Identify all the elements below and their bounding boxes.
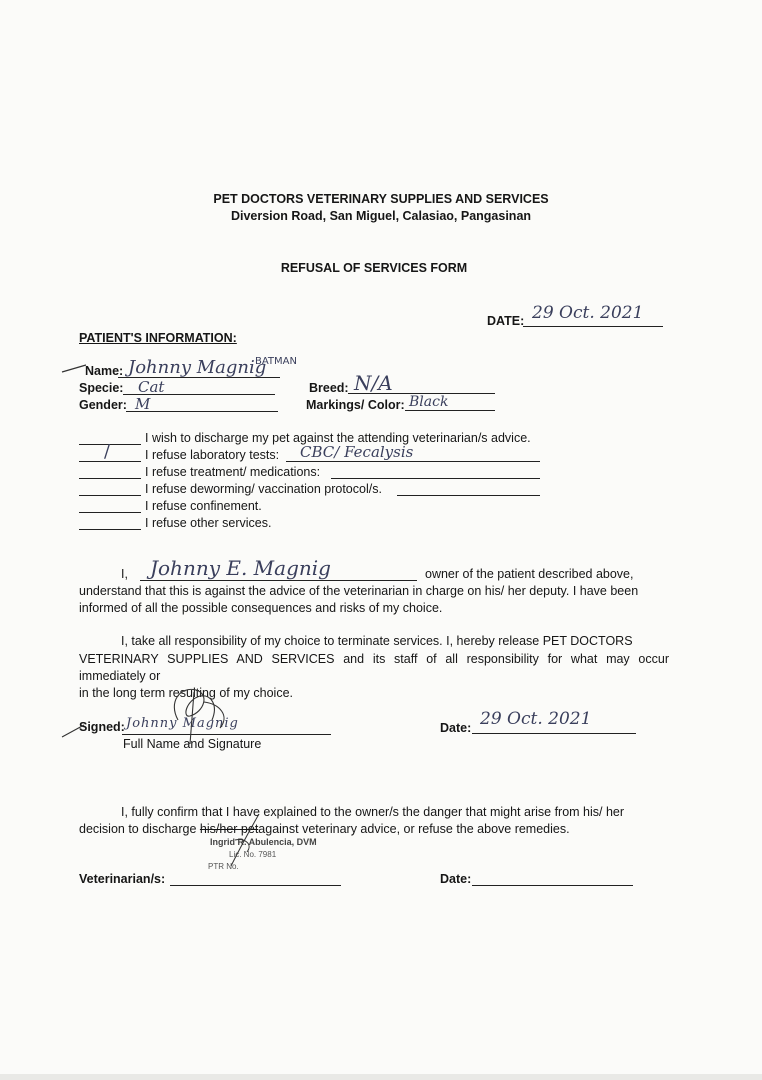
veterinarian-date-line[interactable] [472,885,633,886]
page-bottom-edge [0,1074,762,1080]
confirm-line2 [79,822,570,836]
release-line1: I, take all responsibility of my choice to terminate services. I, hereby release PET DOCTORS [121,634,633,648]
veterinarian-label: Veterinarian/s: [79,872,166,886]
breed-value-handwritten[interactable]: N/A [354,371,393,395]
veterinarian-signature-line[interactable] [170,885,341,886]
specie-value-handwritten[interactable]: Cat [138,378,165,396]
confirm-line1: I, fully confirm that I have explained to the owner/s the danger that might arise from his/ her [121,805,625,819]
vet-stamp-ptr: PTR No. [208,862,239,871]
checklist-text: I wish to discharge my pet against the attending veterinarian/s advice. [145,431,531,445]
statement-line3: informed of all the possible consequences and risks of my choice. [79,601,443,615]
vet-initials-scribble [225,810,265,870]
checklist-text: I refuse treatment/ medications: [145,465,321,479]
checklist-detail-handwritten[interactable]: CBC/ Fecalysis [300,443,414,461]
checklist-text: I refuse laboratory tests: [145,448,280,462]
checklist-mark: / [104,441,111,462]
owner-name-handwritten[interactable]: Johnny E. Magnig [150,556,331,580]
vet-stamp-license: Lic. No. 7981 [229,850,277,859]
checklist-text: I refuse confinement. [145,499,262,513]
signature-sublabel: Full Name and Signature [123,737,262,751]
owner-prefix: I, [121,567,128,581]
signature-printed-name[interactable]: Johnny Magnig [126,716,239,731]
specie-label: Specie: [79,381,124,395]
gender-value-handwritten[interactable]: M [135,395,151,413]
statement-line2: understand that this is against the advice of the veterinarian in charge on his/ her deputy. I have been [79,584,639,598]
form-title: REFUSAL OF SERVICES FORM [280,261,468,275]
patient-section-title: PATIENT'S INFORMATION: [79,331,237,345]
release-line3: in the long term resulting of my choice. [79,686,293,700]
signed-arrow-mark [58,723,88,741]
name-value-handwritten[interactable]: Johnny Magnig [128,357,267,378]
checklist-detail-line[interactable] [397,495,540,496]
confirm-struck-text: his/her pet [199,822,259,836]
checklist-blank[interactable] [79,529,141,530]
markings-line [405,410,495,411]
markings-value-handwritten[interactable]: Black [409,394,449,410]
signed-date-line [472,733,636,734]
owner-name-line [140,580,417,581]
company-name: PET DOCTORS VETERINARY SUPPLIES AND SERVICES [213,192,549,206]
checklist-detail-line [286,461,540,462]
veterinarian-date-label: Date: [440,872,472,886]
confirm-line2-end: against veterinary advice, or refuse the above remedies. [258,822,570,836]
markings-label: Markings/ Color: [306,398,405,412]
date-value-handwritten[interactable]: 29 Oct. 2021 [532,303,644,323]
signed-label: Signed: [79,720,125,734]
checklist-detail-line[interactable] [331,478,540,479]
date-label: DATE: [487,314,525,328]
statement-line1: owner of the patient described above, [425,567,634,581]
pet-name-handwritten[interactable]: BATMAN [255,356,297,367]
name-strike-mark [60,363,90,375]
breed-label: Breed: [309,381,349,395]
gender-label: Gender: [79,398,127,412]
checklist-blank[interactable] [79,512,141,513]
company-address: Diversion Road, San Miguel, Calasiao, Pangasinan [230,209,532,223]
checklist-blank[interactable] [79,478,141,479]
vet-stamp-name: Ingrid R. Abulencia, DVM [210,837,317,847]
statement-paragraph [79,583,669,617]
signed-date-handwritten[interactable]: 29 Oct. 2021 [480,709,592,729]
confirm-line2-start: decision to discharge [79,822,197,836]
checklist-text: I refuse other services. [145,516,272,530]
name-label: Name: [85,364,124,378]
release-line2: VETERINARY SUPPLIES AND SERVICES and its staff of all responsibility for what may occur immediately or [79,652,669,683]
signed-date-label: Date: [440,721,472,735]
checklist-text: I refuse deworming/ vaccination protocol/s. [145,482,382,496]
date-line [523,326,663,327]
checklist-blank[interactable] [79,495,141,496]
